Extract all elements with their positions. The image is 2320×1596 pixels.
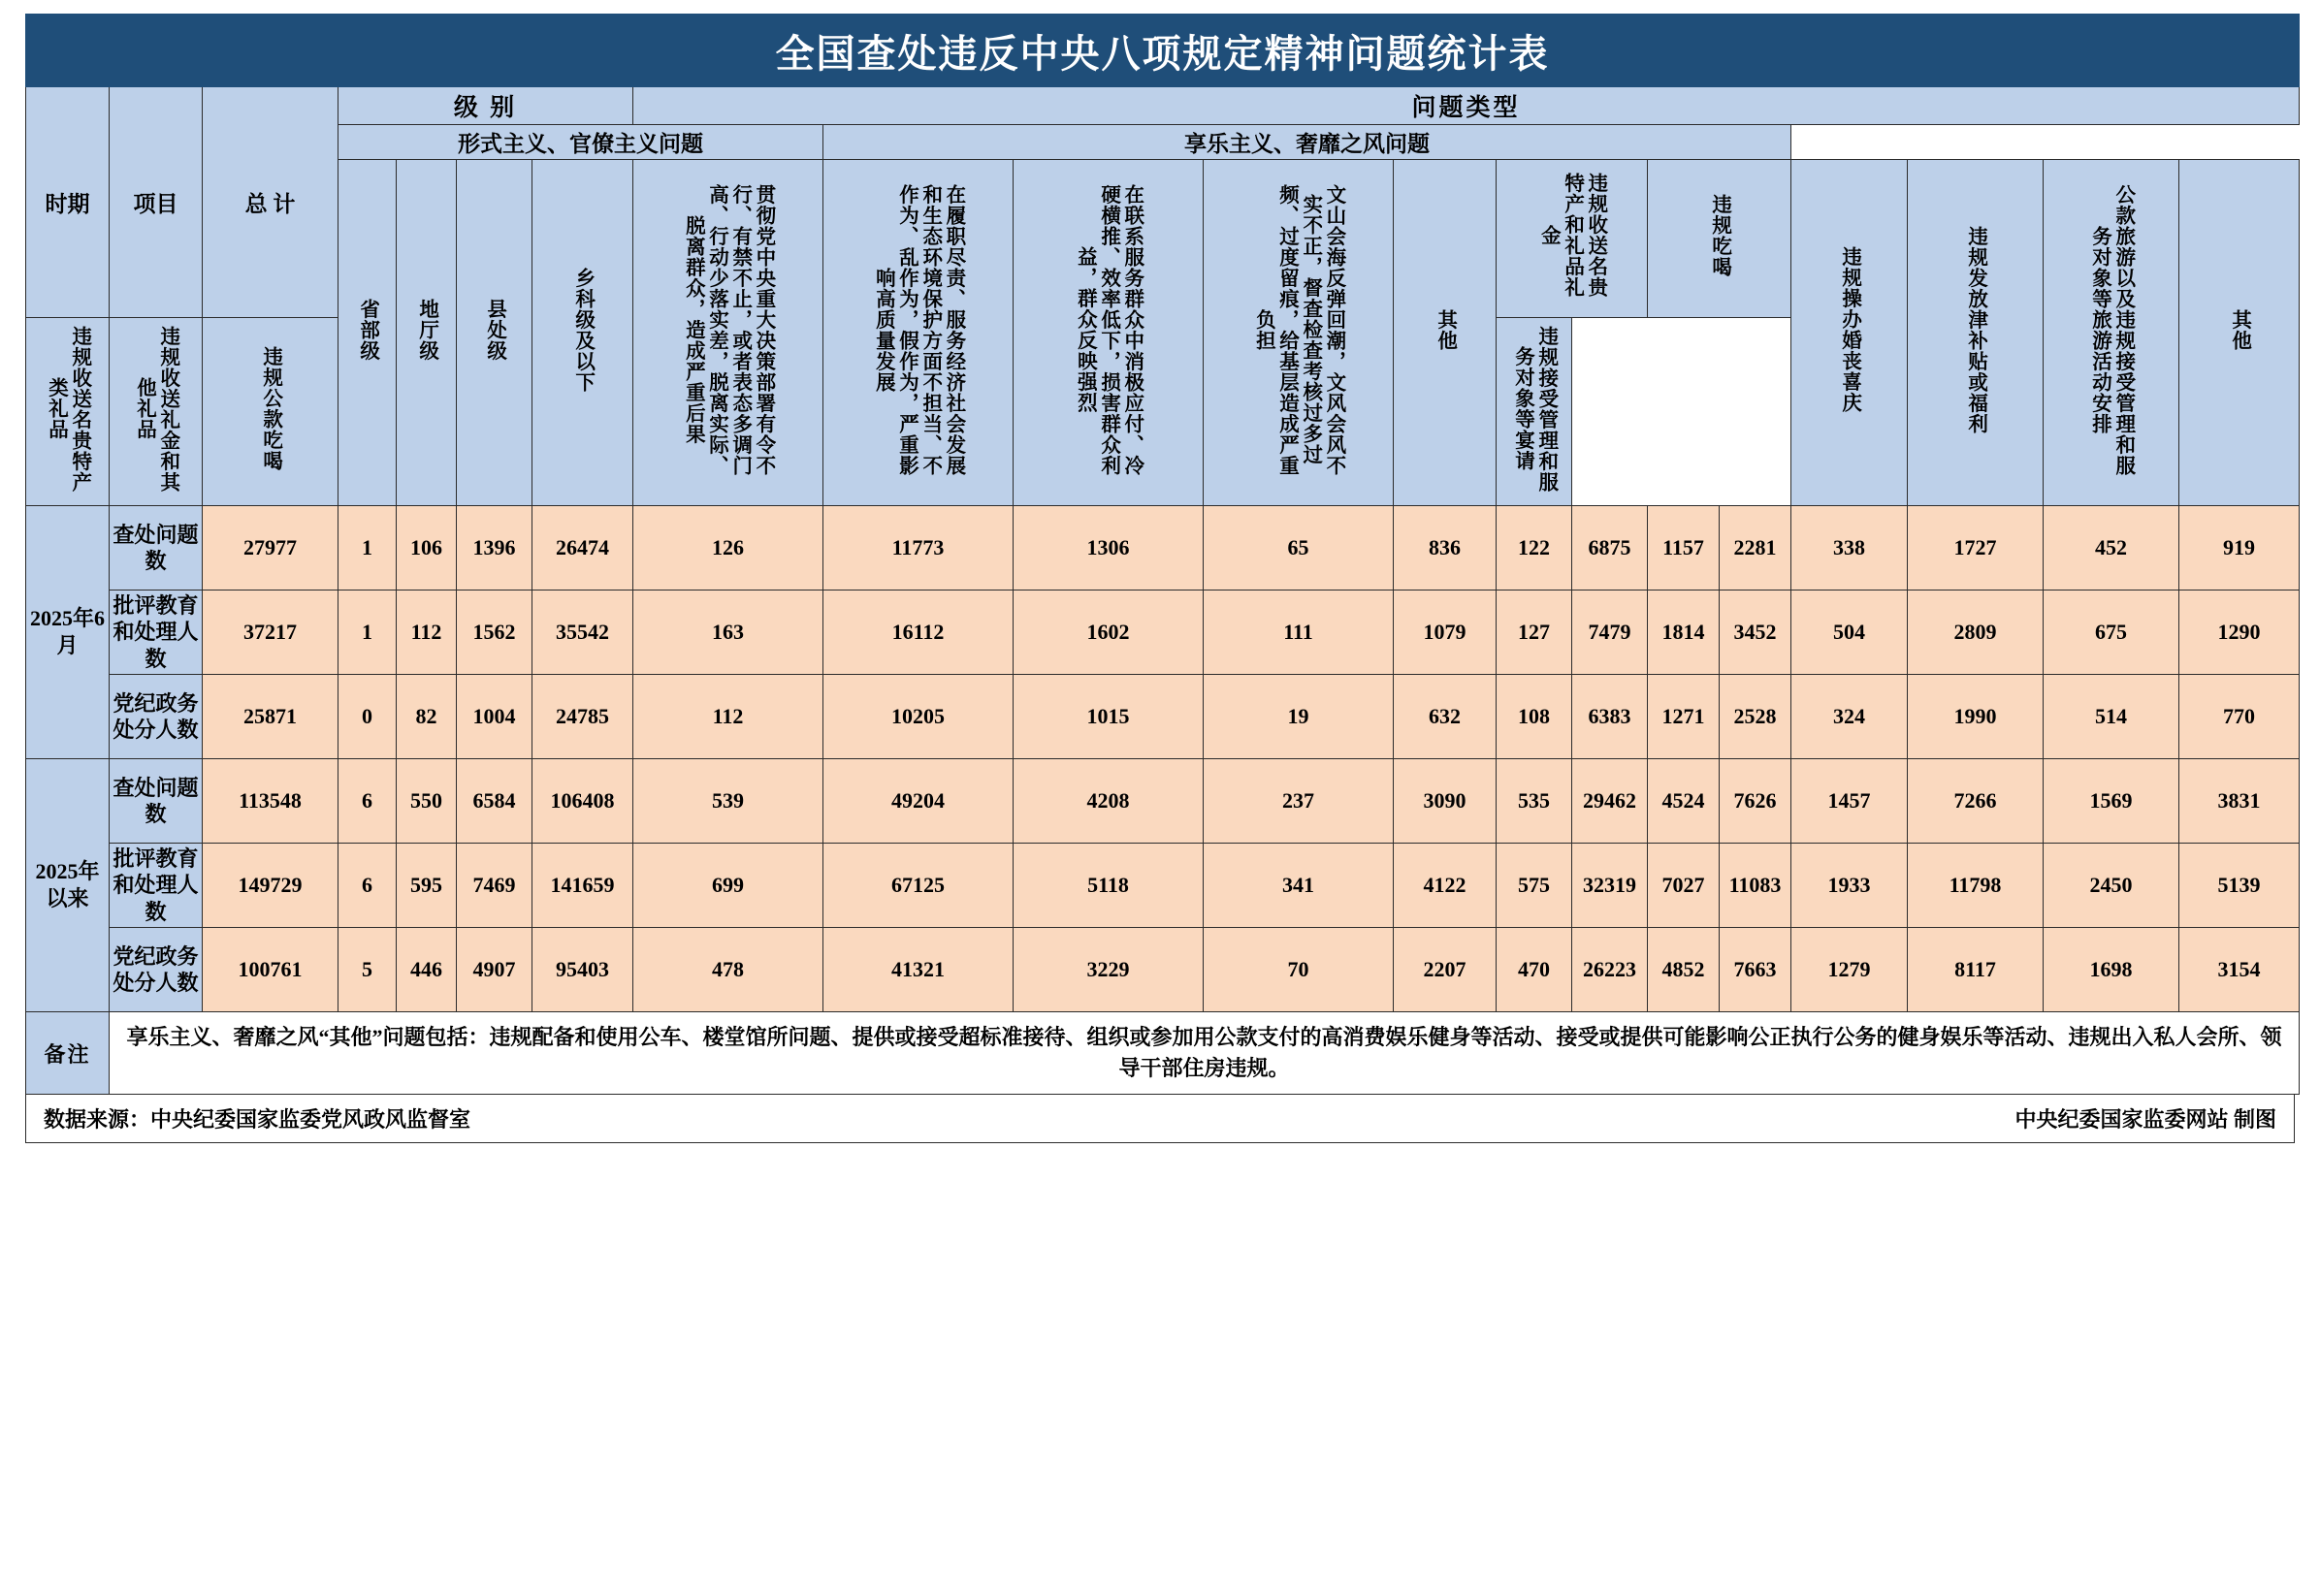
header-formalism-col-3: 在联系服务群众中消极应付、冷硬横推、效率低下，损害群众利益，群众反映强烈 — [1014, 160, 1204, 506]
cell-formalism-2: 67125 — [823, 844, 1014, 928]
cell-level-county: 1562 — [457, 591, 532, 675]
cell-formalism-1: 112 — [633, 675, 823, 759]
cell-formalism-other: 2207 — [1394, 928, 1497, 1012]
cell-level-township: 26474 — [532, 506, 633, 591]
cell-formalism-2: 16112 — [823, 591, 1014, 675]
header-formalism-col-1: 贯彻党中央重大决策部署有令不行、有禁不止，或者表态多调门高、行动少落实差，脱离实际、脱离群众，造成严重后果 — [633, 160, 823, 506]
table-row — [26, 591, 2300, 675]
cell-level-provincial: 5 — [338, 928, 397, 1012]
cell-eat-public-funds: 4524 — [1648, 759, 1720, 844]
cell-formalism-other: 632 — [1394, 675, 1497, 759]
cell-level-prefecture: 446 — [397, 928, 457, 1012]
cell-formalism-1: 699 — [633, 844, 823, 928]
row-period-label: 2025年6月 — [26, 506, 110, 759]
header-level-provincial: 省部级 — [338, 160, 397, 506]
cell-level-prefecture: 82 — [397, 675, 457, 759]
cell-formalism-2: 41321 — [823, 928, 1014, 1012]
cell-formalism-other: 3090 — [1394, 759, 1497, 844]
cell-formalism-2: 49204 — [823, 759, 1014, 844]
footer-producer: 中央纪委国家监委网站 制图 — [2014, 1106, 2276, 1132]
cell-gift-cash: 6383 — [1572, 675, 1648, 759]
header-hedonism-gift-group: 违规收送名贵特产和礼品礼金 — [1497, 160, 1648, 318]
cell-travel: 675 — [2044, 591, 2179, 675]
cell-wedding: 504 — [1791, 591, 1908, 675]
cell-eat-public-funds: 1814 — [1648, 591, 1720, 675]
header-gift-precious: 违规收送名贵特产类礼品 — [26, 318, 110, 506]
header-hedonism-group: 享乐主义、奢靡之风问题 — [823, 125, 1791, 160]
cell-eat-banquet: 2528 — [1720, 675, 1791, 759]
header-hedonism-travel: 公款旅游以及违规接受管理和服务对象等旅游活动安排 — [2044, 160, 2179, 506]
cell-formalism-3: 1306 — [1014, 506, 1204, 591]
cell-hedonism-other: 5139 — [2179, 844, 2300, 928]
table-row — [26, 506, 2300, 591]
cell-formalism-1: 163 — [633, 591, 823, 675]
cell-level-county: 7469 — [457, 844, 532, 928]
cell-wedding: 324 — [1791, 675, 1908, 759]
cell-level-county: 1396 — [457, 506, 532, 591]
header-problem-type-group: 问题类型 — [633, 87, 2300, 125]
footer-source: 数据来源：中央纪委国家监委党风政风监督室 — [44, 1106, 471, 1132]
cell-gift-precious: 127 — [1497, 591, 1572, 675]
cell-level-provincial: 1 — [338, 506, 397, 591]
cell-gift-precious: 122 — [1497, 506, 1572, 591]
page-title: 全国查处违反中央八项规定精神问题统计表 — [26, 15, 2300, 87]
header-level-township: 乡科级及以下 — [532, 160, 633, 506]
header-formalism-group: 形式主义、官僚主义问题 — [338, 125, 823, 160]
cell-hedonism-other: 3154 — [2179, 928, 2300, 1012]
cell-level-county: 4907 — [457, 928, 532, 1012]
cell-eat-banquet: 7663 — [1720, 928, 1791, 1012]
note-label: 备注 — [26, 1012, 110, 1095]
table-row — [26, 759, 2300, 844]
cell-formalism-3: 4208 — [1014, 759, 1204, 844]
cell-travel: 1698 — [2044, 928, 2179, 1012]
cell-level-township: 24785 — [532, 675, 633, 759]
cell-level-provincial: 0 — [338, 675, 397, 759]
cell-gift-precious: 470 — [1497, 928, 1572, 1012]
cell-gift-cash: 29462 — [1572, 759, 1648, 844]
cell-wedding: 338 — [1791, 506, 1908, 591]
header-period: 时期 — [26, 87, 110, 318]
cell-hedonism-other: 919 — [2179, 506, 2300, 591]
cell-eat-public-funds: 4852 — [1648, 928, 1720, 1012]
cell-level-prefecture: 112 — [397, 591, 457, 675]
cell-wedding: 1457 — [1791, 759, 1908, 844]
header-formalism-col-other: 其他 — [1394, 160, 1497, 506]
cell-gift-cash: 7479 — [1572, 591, 1648, 675]
header-eat-public-funds: 违规公款吃喝 — [203, 318, 338, 506]
header-eat-banquet: 违规接受管理和服务对象等宴请 — [1497, 318, 1572, 506]
cell-level-prefecture: 106 — [397, 506, 457, 591]
cell-travel: 2450 — [2044, 844, 2179, 928]
cell-total: 27977 — [203, 506, 338, 591]
cell-formalism-3: 3229 — [1014, 928, 1204, 1012]
note-text: 享乐主义、奢靡之风“其他”问题包括：违规配备和使用公车、楼堂馆所问题、提供或接受超标准接待、组织或参加用公款支付的高消费娱乐健身等活动、接受或提供可能影响公正执行公务的健身娱乐等活动、违规出入私人会所、领导干部住房违规。 — [110, 1012, 2300, 1095]
header-total: 总 计 — [203, 87, 338, 318]
header-gift-cash: 违规收送礼金和其他礼品 — [110, 318, 203, 506]
cell-level-township: 106408 — [532, 759, 633, 844]
table-row — [26, 844, 2300, 928]
cell-formalism-4: 19 — [1204, 675, 1394, 759]
header-hedonism-eat-group: 违规吃喝 — [1648, 160, 1791, 318]
cell-formalism-1: 478 — [633, 928, 823, 1012]
cell-hedonism-other: 770 — [2179, 675, 2300, 759]
table-row — [26, 928, 2300, 1012]
cell-level-provincial: 1 — [338, 591, 397, 675]
cell-formalism-3: 1602 — [1014, 591, 1204, 675]
row-period-label: 2025年以来 — [26, 759, 110, 1012]
cell-formalism-2: 11773 — [823, 506, 1014, 591]
cell-gift-precious: 575 — [1497, 844, 1572, 928]
cell-formalism-3: 5118 — [1014, 844, 1204, 928]
cell-wedding: 1933 — [1791, 844, 1908, 928]
header-level-county: 县处级 — [457, 160, 532, 506]
cell-total: 25871 — [203, 675, 338, 759]
cell-formalism-1: 539 — [633, 759, 823, 844]
cell-formalism-other: 1079 — [1394, 591, 1497, 675]
row-item-label: 党纪政务处分人数 — [110, 928, 203, 1012]
cell-hedonism-other: 1290 — [2179, 591, 2300, 675]
cell-total: 100761 — [203, 928, 338, 1012]
note-row — [26, 1012, 2300, 1095]
cell-travel: 452 — [2044, 506, 2179, 591]
cell-formalism-other: 4122 — [1394, 844, 1497, 928]
cell-level-prefecture: 595 — [397, 844, 457, 928]
cell-level-township: 35542 — [532, 591, 633, 675]
cell-gift-cash: 32319 — [1572, 844, 1648, 928]
cell-eat-public-funds: 1157 — [1648, 506, 1720, 591]
cell-allowance: 7266 — [1908, 759, 2044, 844]
cell-travel: 1569 — [2044, 759, 2179, 844]
cell-gift-precious: 535 — [1497, 759, 1572, 844]
header-hedonism-other: 其他 — [2179, 160, 2300, 506]
cell-formalism-4: 65 — [1204, 506, 1394, 591]
cell-total: 113548 — [203, 759, 338, 844]
row-item-label: 批评教育和处理人数 — [110, 844, 203, 928]
cell-allowance: 1727 — [1908, 506, 2044, 591]
cell-formalism-4: 341 — [1204, 844, 1394, 928]
cell-hedonism-other: 3831 — [2179, 759, 2300, 844]
footer — [25, 1095, 2295, 1143]
cell-gift-cash: 26223 — [1572, 928, 1648, 1012]
cell-allowance: 8117 — [1908, 928, 2044, 1012]
cell-level-provincial: 6 — [338, 759, 397, 844]
cell-travel: 514 — [2044, 675, 2179, 759]
cell-formalism-2: 10205 — [823, 675, 1014, 759]
row-item-label: 党纪政务处分人数 — [110, 675, 203, 759]
statistics-table — [25, 14, 2300, 1095]
cell-eat-banquet: 11083 — [1720, 844, 1791, 928]
cell-formalism-3: 1015 — [1014, 675, 1204, 759]
cell-formalism-1: 126 — [633, 506, 823, 591]
cell-eat-public-funds: 1271 — [1648, 675, 1720, 759]
cell-wedding: 1279 — [1791, 928, 1908, 1012]
row-item-label: 批评教育和处理人数 — [110, 591, 203, 675]
row-item-label: 查处问题数 — [110, 506, 203, 591]
cell-formalism-4: 111 — [1204, 591, 1394, 675]
cell-allowance: 2809 — [1908, 591, 2044, 675]
row-item-label: 查处问题数 — [110, 759, 203, 844]
header-level-prefecture: 地厅级 — [397, 160, 457, 506]
cell-level-township: 141659 — [532, 844, 633, 928]
cell-allowance: 1990 — [1908, 675, 2044, 759]
cell-level-county: 1004 — [457, 675, 532, 759]
header-hedonism-wedding: 违规操办婚丧喜庆 — [1791, 160, 1908, 506]
cell-allowance: 11798 — [1908, 844, 2044, 928]
cell-level-prefecture: 550 — [397, 759, 457, 844]
cell-formalism-4: 70 — [1204, 928, 1394, 1012]
header-formalism-col-4: 文山会海反弹回潮，文风会风不实不正，督查检查考核过多过频、过度留痕，给基层造成严重负担 — [1204, 160, 1394, 506]
cell-formalism-4: 237 — [1204, 759, 1394, 844]
cell-gift-cash: 6875 — [1572, 506, 1648, 591]
table-row — [26, 675, 2300, 759]
cell-level-provincial: 6 — [338, 844, 397, 928]
header-hedonism-allowance: 违规发放津补贴或福利 — [1908, 160, 2044, 506]
cell-total: 37217 — [203, 591, 338, 675]
cell-eat-banquet: 7626 — [1720, 759, 1791, 844]
header-level-group: 级 别 — [338, 87, 633, 125]
cell-eat-banquet: 3452 — [1720, 591, 1791, 675]
cell-total: 149729 — [203, 844, 338, 928]
cell-eat-banquet: 2281 — [1720, 506, 1791, 591]
cell-gift-precious: 108 — [1497, 675, 1572, 759]
header-item: 项目 — [110, 87, 203, 318]
cell-level-county: 6584 — [457, 759, 532, 844]
header-formalism-col-2: 在履职尽责、服务经济社会发展和生态环境保护方面不担当、不作为、乱作为，假作为，严重影响高质量发展 — [823, 160, 1014, 506]
cell-level-township: 95403 — [532, 928, 633, 1012]
cell-formalism-other: 836 — [1394, 506, 1497, 591]
cell-eat-public-funds: 7027 — [1648, 844, 1720, 928]
